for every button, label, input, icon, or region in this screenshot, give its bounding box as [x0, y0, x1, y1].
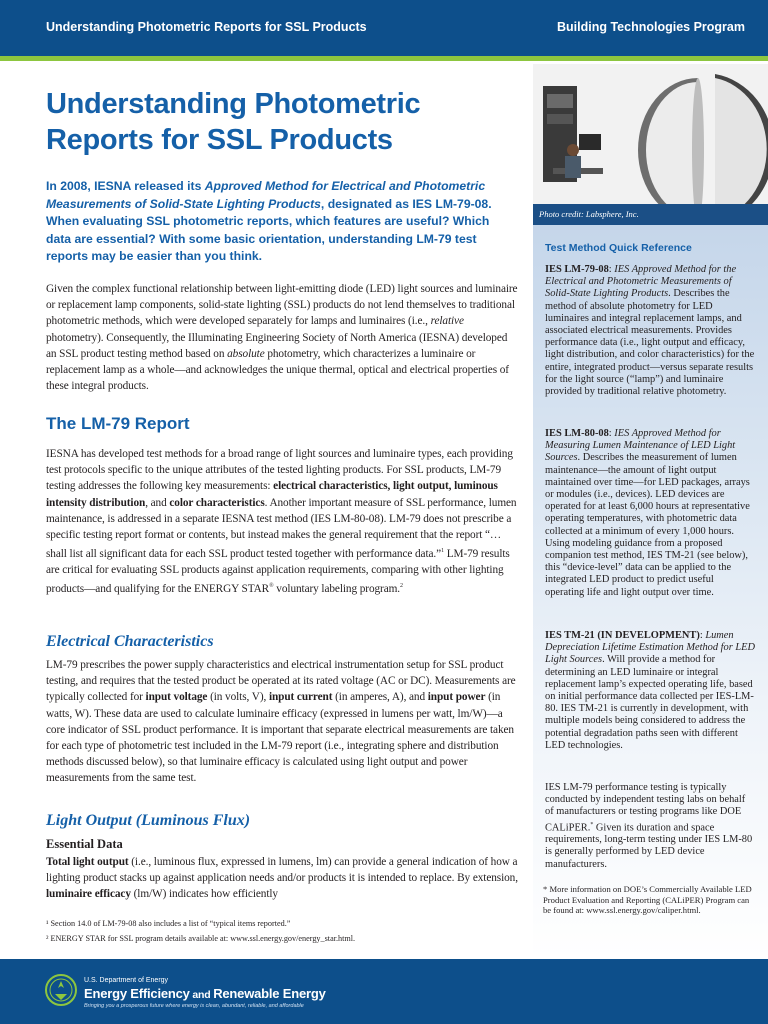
section-heading-electrical: Electrical Characteristics	[46, 633, 214, 650]
header-program-name: Building Technologies Program	[557, 20, 745, 34]
sidebar-heading: Test Method Quick Reference	[545, 242, 692, 254]
subheading-essential-data: Essential Data	[46, 837, 123, 851]
photo-credit: Photo credit: Labsphere, Inc.	[539, 209, 639, 219]
body-paragraph-3: LM-79 prescribes the power supply characteristics and electrical instrumentation setup for SSL product testing, and requires that the tested product be operated at its rated voltage (AC or DC). Measurements are typically collected for input voltage (in volts, V), input current (in amperes, A), and input power (in watts, W). These data are used to calculate luminaire efficacy (expressed in lumens per watt, lm/W)—a core indicator of SSL product performance. It is important that separate electrical measurements are taken for each type of photometric test included in the LM-79 report (i.e., integrating sphere and distribution methods discussed below), so that luminaire efficacy is calculated using light output and power measurements from the same test.	[46, 659, 516, 785]
photo-caption-bar	[533, 204, 768, 225]
sidebar-entry-lm79: IES LM-79-08: IES Approved Method for the Electrical and Photometric Measurements of Solid-State Lighting Products. Describes the method of absolute photometry for LED luminaires and integral replacement lamps, and associated electrical measurements. Provides performance data (i.e., light output and efficacy, light distribution, and color characteristics) for the entire, integrated product—versus separate results for the light source (“lamp”) and luminaire provided by traditional relative photometry.	[545, 264, 755, 398]
footnote-1: ¹ Section 14.0 of LM-79-08 also includes a list of “typical items reported.”	[46, 919, 291, 928]
header-document-title: Understanding Photometric Reports for SSL Products	[46, 20, 367, 34]
footer-department: U.S. Department of Energy	[84, 977, 169, 984]
sidebar-entry-lm80: IES LM-80-08: IES Approved Method for Measuring Lumen Maintenance of LED Light Sources. Describes the measurement of lumen maintenance—the amount of light output maintained over time—for LED packages, arrays or modules (i.e., devices). LED devices are operated for at least 6,000 hours at representative operating temperatures, with photometric data collected at a minimum of every 1,000 hours. Using modeling guidance from a proposed companion test method, IES TM-21 (see below), this “device-level” data can be applied to the integrated LED product to predict useful operating life and light output over time.	[545, 428, 750, 598]
sidebar-footnote: * More information on DOE’s Commercially Available LED Product Evaluation and Reporting (CALiPER) Program can be found at: www.ssl.energy.gov/caliper.html.	[543, 884, 752, 915]
section-heading-light-output: Light Output (Luminous Flux)	[46, 812, 251, 829]
page-title: Understanding Photometric Reports for SSL Products	[46, 88, 421, 156]
body-paragraph-2: IESNA has developed test methods for a broad range of light sources and luminaire types, each providing test protocols specific to the unique attributes of the tested lighting products. For SSL products, LM-79 testing addresses the following key measurements: electrical characteristics, light output, luminous intensity distribution, and color characteristics. Another important measure of SSL performance, lumen maintenance, is addressed in a separate IESNA test method (IES LM-80-08). LM-79 does not prescribe a specific testing report format or contents, but instead makes the general requirement that the report “… shall list all significant data for each SSL product tested together with performance data.”$^1$ LM-79 results are critical for evaluating SSL products against application requirements, comparing with other lighting products—and qualifying for the ENERGY STAR® voluntary labeling program.$^2$	[46, 448, 517, 596]
doe-seal-icon	[45, 974, 77, 1006]
sidebar-closing-paragraph: IES LM-79 performance testing is typically conducted by independent testing labs on behalf of manufacturers or testing programs like DOE CALiPER.* Given its duration and space requirements, long-term testing under IES LM-80 is generally performed by LED device manufacturers.	[545, 782, 753, 870]
integrating-sphere-photo	[533, 64, 768, 224]
intro-paragraph: In 2008, IESNA released its Approved Method for Electrical and Photometric Measurements of Solid-State Lighting Products, designated as IES LM-79-08. When evaluating SSL photometric reports, which features are useful? Which data are essential? With some basic orientation, understanding LM-79 test reports may be easier than you think.	[46, 179, 492, 263]
header-accent-line	[0, 56, 768, 61]
footer-tagline: Bringing you a prosperous future where energy is clean, abundant, reliable, and affordable	[84, 1003, 304, 1009]
integrating-sphere-illustration	[533, 64, 768, 224]
body-paragraph-1: Given the complex functional relationship between light-emitting diode (LED) light sources and luminaire or replacement lamp components, solid-state lighting (SSL) products do not lend themselves to traditional photometric methods, which were developed separately for lamps and luminaires (i.e., relative photometry). Consequently, the Illuminating Engineering Society of North America (IESNA) developed an SSL product testing method based on absolute photometry, which characterizes a luminaire or replacement lamp as a whole—and acknowledges the unique thermal, optical and electrical properties of these integral products.	[46, 283, 518, 393]
sidebar-entry-tm21: IES TM-21 (IN DEVELOPMENT): Lumen Depreciation Lifetime Estimation Method for LED Light Sources. Will provide a method for determining an LED luminaire or integral replacement lamp’s expected operating life, based on initial performance data collected per IES-LM-80. IES TM-21 is currently in development, with multiple models being considered to address the potential degradation paths seen with different LED technologies.	[545, 630, 756, 751]
footer-office-name: Energy Efficiency and Renewable Energy	[84, 986, 326, 1001]
body-paragraph-4: Total light output (i.e., luminous flux, expressed in lumens, lm) can provide a general indication of how a lighting product stacks up against application needs and/or products it is intended to replace. By extension, luminaire efficacy (lm/W) indicates how efficiently	[46, 856, 518, 901]
footnote-2: ² ENERGY STAR for SSL program details available at: www.ssl.energy.gov/energy_star.html.	[46, 934, 356, 943]
page-header	[0, 0, 768, 56]
section-heading-lm79-report: The LM-79 Report	[46, 414, 190, 433]
